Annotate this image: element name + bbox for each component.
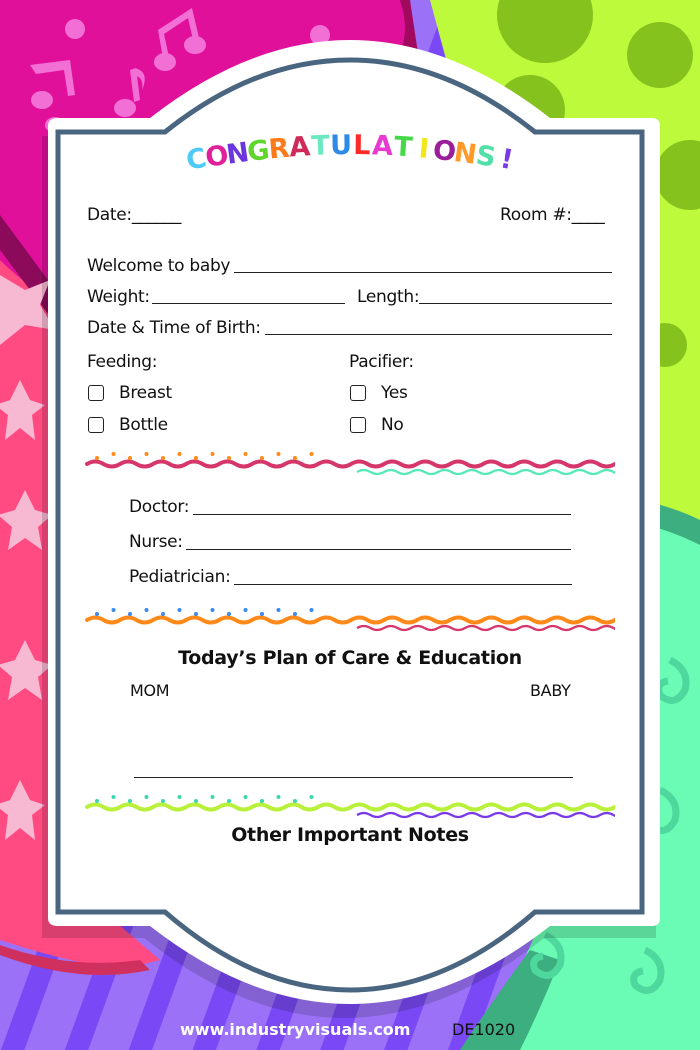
bottle-checkbox[interactable] — [88, 417, 104, 433]
birth-input[interactable] — [265, 334, 612, 335]
svg-text:U: U — [329, 129, 353, 162]
svg-text:T: T — [310, 130, 331, 163]
svg-text:A: A — [371, 130, 394, 163]
nurse-input[interactable] — [186, 549, 571, 550]
weight-label: Weight: — [87, 287, 150, 307]
notes-heading: Other Important Notes — [231, 824, 469, 846]
svg-text:T: T — [393, 131, 414, 164]
welcome-label: Welcome to baby — [87, 256, 231, 276]
baby-column-label: BABY — [530, 681, 571, 700]
plan-heading: Today’s Plan of Care & Education — [178, 647, 522, 669]
pediatrician-input[interactable] — [234, 584, 572, 585]
pacifier-no-checkbox[interactable] — [350, 417, 366, 433]
svg-text:G: G — [245, 134, 272, 168]
breast-option-label: Breast — [119, 383, 172, 403]
breast-checkbox[interactable] — [88, 385, 104, 401]
pacifier-yes-label: Yes — [381, 383, 408, 403]
footer-url: www.industryvisuals.com — [180, 1020, 411, 1039]
pacifier-label: Pacifier: — [349, 352, 414, 372]
svg-text:O: O — [431, 134, 458, 169]
footer-code: DE1020 — [452, 1020, 516, 1039]
length-input[interactable] — [419, 303, 612, 304]
length-label: Length: — [357, 287, 420, 307]
bottle-option-label: Bottle — [119, 415, 168, 435]
wavy-divider-2 — [85, 606, 615, 636]
svg-text:N: N — [451, 136, 479, 171]
notes-area[interactable] — [80, 855, 620, 905]
pacifier-yes-checkbox[interactable] — [350, 385, 366, 401]
svg-text:A: A — [288, 131, 312, 164]
plan-notes-line[interactable] — [134, 777, 573, 778]
mom-column-label: MOM — [130, 681, 170, 700]
svg-text:C: C — [183, 142, 210, 177]
svg-text:R: R — [267, 132, 291, 166]
doctor-input[interactable] — [193, 514, 571, 515]
doctor-label: Doctor: — [129, 497, 190, 517]
svg-text:!: ! — [497, 143, 516, 177]
date-field[interactable]: Date:______ — [87, 205, 182, 225]
svg-text:S: S — [473, 139, 499, 174]
svg-text:L: L — [353, 129, 371, 162]
svg-text:N: N — [224, 136, 252, 171]
room-field[interactable]: Room #:____ — [500, 205, 605, 225]
svg-text:O: O — [203, 139, 231, 174]
feeding-label: Feeding: — [87, 352, 158, 372]
wavy-divider-1 — [85, 450, 615, 480]
birth-label: Date & Time of Birth: — [87, 318, 261, 338]
pacifier-no-label: No — [381, 415, 404, 435]
svg-text:I: I — [417, 133, 431, 166]
pediatrician-label: Pediatrician: — [129, 567, 231, 587]
nurse-label: Nurse: — [129, 532, 183, 552]
weight-input[interactable] — [152, 303, 345, 304]
congratulations-title — [0, 120, 700, 190]
welcome-input[interactable] — [234, 272, 612, 273]
wavy-divider-3 — [85, 793, 615, 823]
